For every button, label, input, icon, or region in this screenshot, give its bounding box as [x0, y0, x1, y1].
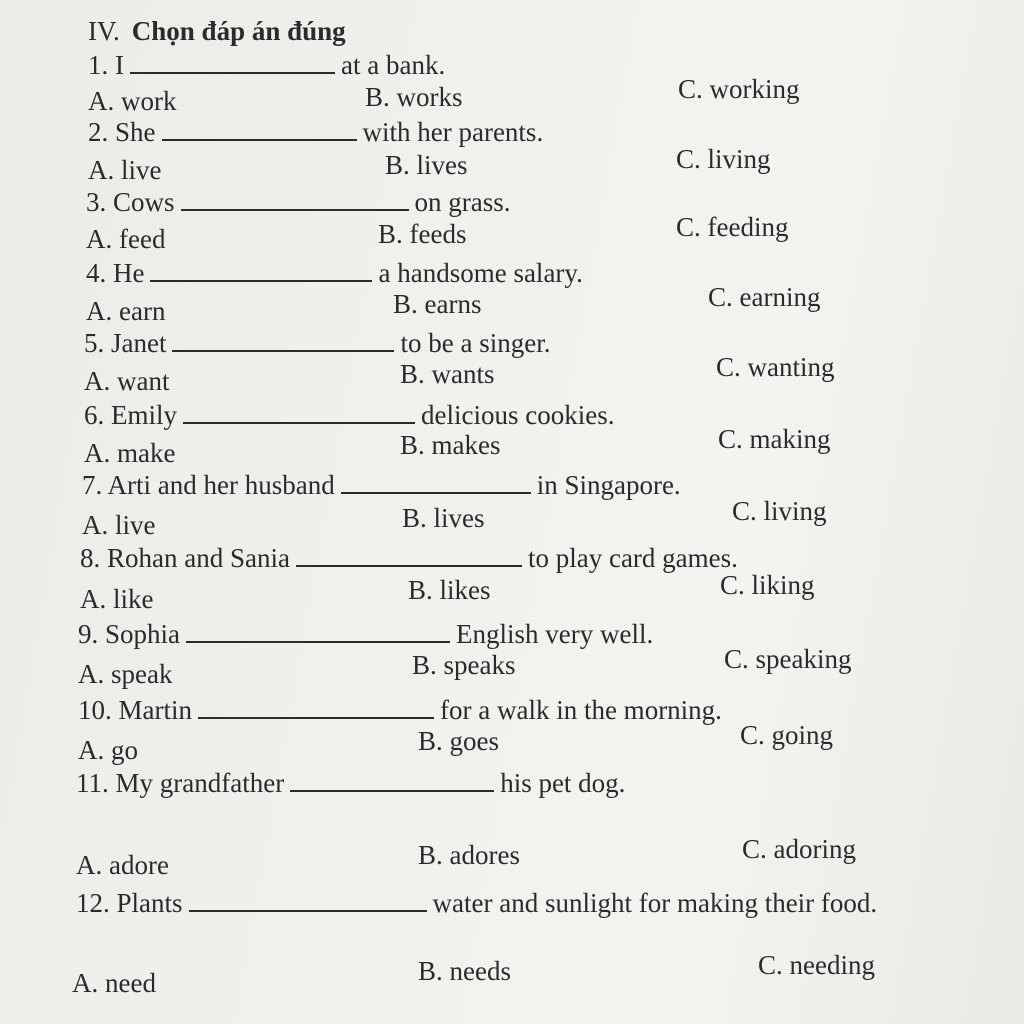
- option-c: C. needing: [758, 950, 875, 980]
- option-a: A. adore: [76, 850, 169, 880]
- option-a: A. need: [72, 968, 156, 998]
- question-label: 8. Rohan and Sania: [80, 543, 290, 573]
- question-label: 10. Martin: [78, 695, 192, 725]
- answer-blank: [162, 139, 357, 141]
- question-text-after: on grass.: [414, 187, 511, 217]
- question-text-after: with her parents.: [362, 117, 544, 147]
- answer-blank: [150, 280, 372, 282]
- question-text-after: English very well.: [456, 619, 654, 649]
- option-c: C. feeding: [676, 212, 789, 242]
- option-c: C. liking: [720, 570, 815, 600]
- question-label: 9. Sophia: [78, 619, 181, 649]
- question-8: [80, 543, 738, 575]
- option-a: A. go: [78, 735, 138, 765]
- question-4: [86, 258, 583, 290]
- question-label: 2. She: [88, 117, 156, 147]
- option-b: B. wants: [400, 359, 495, 389]
- answer-blank: [296, 565, 522, 567]
- question-text-after: in Singapore.: [536, 470, 681, 500]
- question-label: 11. My grandfather: [76, 768, 285, 798]
- question-10: [78, 695, 722, 727]
- answer-blank: [198, 717, 434, 719]
- question-label: 4. He: [86, 258, 145, 288]
- question-text-after: water and sunlight for making their food.: [432, 888, 878, 918]
- question-text-after: delicious cookies.: [421, 400, 615, 430]
- option-b: B. makes: [400, 430, 501, 460]
- option-b: B. works: [365, 82, 463, 112]
- option-c: C. speaking: [724, 644, 852, 674]
- question-2: [88, 117, 543, 149]
- question-text-after: his pet dog.: [500, 768, 626, 798]
- question-text-after: to play card games.: [527, 543, 738, 573]
- answer-blank: [290, 790, 494, 792]
- question-label: 12. Plants: [76, 888, 183, 918]
- option-c: C. going: [740, 720, 834, 750]
- option-b: B. needs: [418, 956, 511, 986]
- option-a: A. earn: [86, 296, 166, 326]
- question-label: 1. I: [88, 50, 124, 80]
- question-text-after: a handsome salary.: [378, 258, 583, 288]
- question-label: 5. Janet: [84, 328, 167, 358]
- section-number: IV.: [88, 16, 120, 46]
- option-a: A. want: [84, 366, 170, 396]
- option-c: C. wanting: [716, 352, 835, 382]
- question-label: 7. Arti and her husband: [82, 470, 335, 500]
- answer-blank: [130, 72, 335, 74]
- question-12: [76, 888, 877, 920]
- option-a: A. live: [82, 510, 156, 540]
- option-c: C. working: [678, 74, 800, 104]
- answer-blank: [183, 422, 415, 424]
- question-3: [86, 187, 511, 219]
- question-9: [78, 619, 653, 651]
- section-heading: [88, 16, 346, 47]
- option-b: B. lives: [402, 503, 485, 533]
- option-a: A. make: [84, 438, 176, 468]
- option-c: C. adoring: [742, 834, 856, 864]
- question-text-after: to be a singer.: [400, 328, 551, 358]
- question-6: [84, 400, 614, 432]
- option-b: B. feeds: [378, 219, 467, 249]
- option-c: C. making: [718, 424, 831, 454]
- answer-blank: [186, 641, 450, 643]
- option-b: B. earns: [393, 289, 482, 319]
- option-a: A. work: [88, 86, 177, 116]
- option-b: B. adores: [418, 840, 520, 870]
- question-label: 6. Emily: [84, 400, 177, 430]
- question-label: 3. Cows: [86, 187, 175, 217]
- question-7: [82, 470, 681, 502]
- answer-blank: [189, 910, 427, 912]
- section-title: Chọn đáp án đúng: [131, 16, 346, 46]
- option-c: C. living: [676, 144, 771, 174]
- option-a: A. live: [88, 155, 162, 185]
- option-c: C. living: [732, 496, 827, 526]
- answer-blank: [341, 492, 531, 494]
- option-b: B. goes: [418, 726, 499, 756]
- option-a: A. like: [80, 584, 154, 614]
- question-text-after: for a walk in the morning.: [440, 695, 722, 725]
- question-5: [84, 328, 550, 360]
- option-c: C. earning: [708, 282, 821, 312]
- option-b: B. speaks: [412, 650, 516, 680]
- option-a: A. feed: [86, 224, 166, 254]
- answer-blank: [172, 350, 394, 352]
- question-text-after: at a bank.: [341, 50, 446, 80]
- option-b: B. lives: [385, 150, 468, 180]
- answer-blank: [181, 209, 409, 211]
- option-b: B. likes: [408, 575, 491, 605]
- question-1: [88, 50, 445, 82]
- option-a: A. speak: [78, 659, 173, 689]
- question-11: [76, 768, 625, 800]
